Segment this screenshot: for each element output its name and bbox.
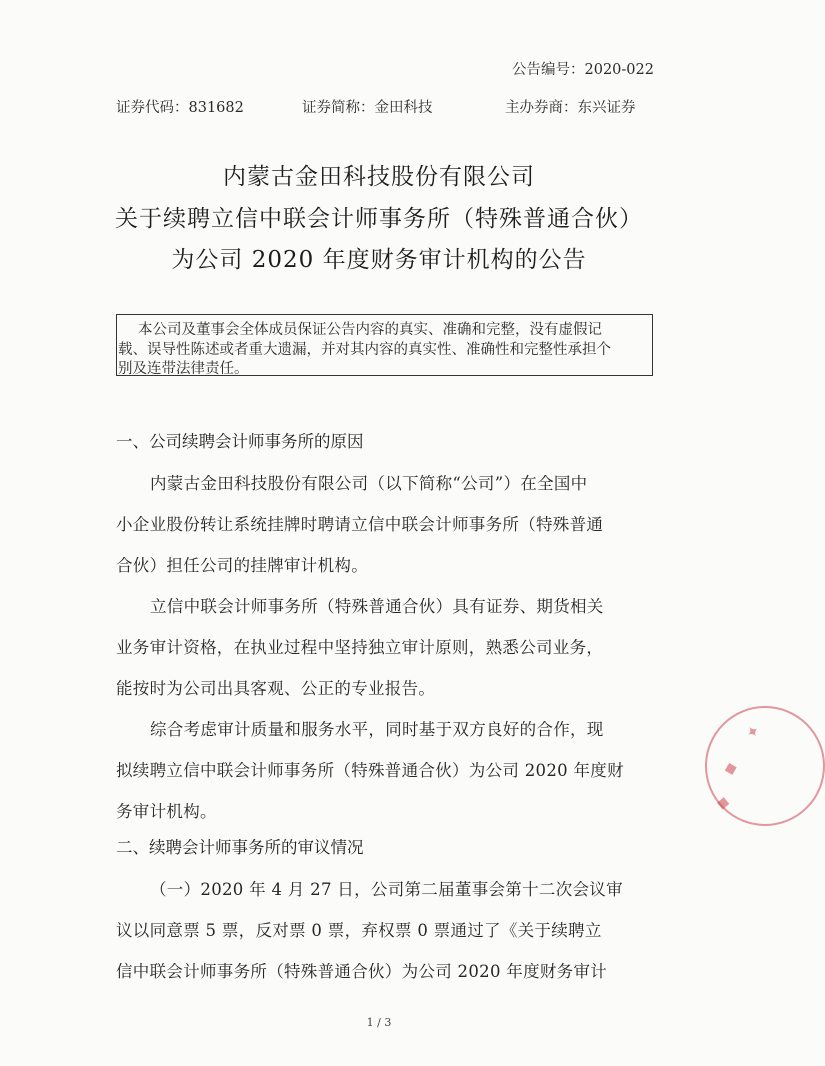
announcement-number: 公告编号：2020-022: [512, 62, 654, 78]
sponsor-broker: 主办券商：东兴证券: [505, 100, 636, 116]
stock-name: 证券简称：金田科技: [302, 100, 433, 116]
page-number: 1 / 3: [366, 1016, 392, 1029]
disclaimer-line: 载、误导性陈述或者重大遗漏，并对其内容的真实性、准确性和完整性承担个: [118, 342, 611, 358]
paragraph-line: （一）2020 年 4 月 27 日，公司第二届董事会第十二次会议审: [150, 880, 623, 899]
paragraph-line: 立信中联会计师事务所（特殊普通合伙）具有证券、期货相关: [150, 597, 604, 616]
seal-glyph: ◆: [722, 756, 739, 779]
paragraph-line: 议以同意票 5 票，反对票 0 票，弃权票 0 票通过了《关于续聘立: [116, 921, 602, 940]
paragraph-line: 能按时为公司出具客观、公正的专业报告。: [116, 679, 436, 698]
paragraph-line: 小企业股份转让系统挂牌时聘请立信中联会计师事务所（特殊普通: [116, 515, 604, 534]
section-heading-reason: 一、公司续聘会计师事务所的原因: [116, 432, 364, 451]
section-heading-review: 二、续聘会计师事务所的审议情况: [116, 838, 364, 857]
paragraph-line: 业务审计资格，在执业过程中坚持独立审计原则，熟悉公司业务，: [116, 638, 604, 657]
disclaimer-line: 本公司及董事会全体成员保证公告内容的真实、准确和完整，没有虚假记: [138, 322, 602, 338]
seal-glyph: ◆: [716, 792, 731, 813]
title-purpose: 为公司 2020 年度财务审计机构的公告: [171, 247, 587, 273]
paragraph-line: 拟续聘立信中联会计师事务所（特殊普通合伙）为公司 2020 年度财: [116, 761, 624, 780]
paragraph-line: 信中联会计师事务所（特殊普通合伙）为公司 2020 年度财务审计: [116, 962, 608, 981]
paragraph-line: 务审计机构。: [116, 802, 217, 821]
stock-code: 证券代码：831682: [116, 100, 244, 116]
seal-glyph: ✦: [742, 720, 764, 744]
title-company: 内蒙古金田科技股份有限公司: [223, 164, 535, 190]
disclaimer-line: 别及连带法律责任。: [118, 361, 249, 377]
title-subject: 关于续聘立信中联会计师事务所（特殊普通合伙）: [115, 206, 643, 232]
paragraph-line: 内蒙古金田科技股份有限公司（以下简称“公司”）在全国中: [150, 474, 588, 493]
paragraph-line: 综合考虑审计质量和服务水平，同时基于双方良好的合作，现: [150, 720, 604, 739]
paragraph-line: 合伙）担任公司的挂牌审计机构。: [116, 556, 368, 575]
